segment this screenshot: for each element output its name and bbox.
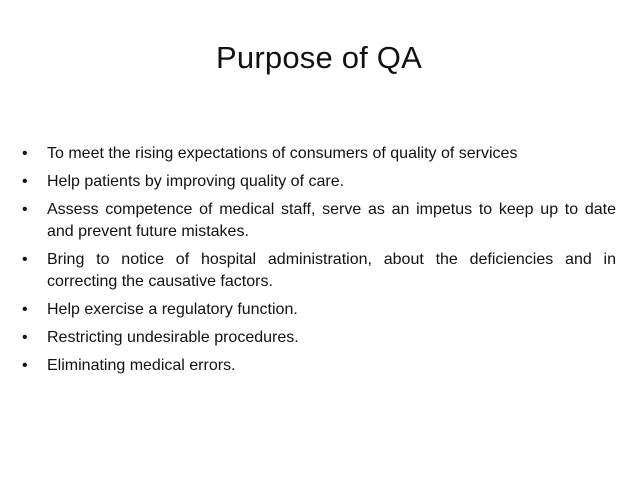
bullet-icon: • [22, 173, 28, 190]
bullet-text: Eliminating medical errors. [47, 357, 236, 374]
bullet-text: Restricting undesirable procedures. [47, 329, 299, 346]
bullet-text: To meet the rising expectations of consumers of quality of services [47, 145, 518, 162]
bullet-text: Bring to notice of hospital administration, about the deficiencies and in correcting the causative factors. [47, 251, 616, 290]
bullet-icon: • [22, 329, 28, 346]
bullet-list [22, 143, 616, 383]
bullet-item [22, 143, 616, 165]
bullet-text: Help patients by improving quality of care. [47, 173, 345, 190]
bullet-item [22, 327, 616, 349]
bullet-icon: • [22, 145, 28, 162]
bullet-item [22, 355, 616, 377]
bullet-text: Help exercise a regulatory function. [47, 301, 298, 318]
bullet-icon: • [22, 357, 28, 374]
bullet-item [22, 199, 616, 243]
bullet-item [22, 299, 616, 321]
bullet-icon: • [22, 201, 28, 218]
bullet-icon: • [22, 301, 28, 318]
bullet-text: Assess competence of medical staff, serve as an impetus to keep up to date and prevent future mistakes. [47, 201, 616, 240]
bullet-item [22, 249, 616, 293]
bullet-item [22, 171, 616, 193]
slide-title: Purpose of QA [216, 40, 422, 75]
bullet-icon: • [22, 251, 28, 268]
